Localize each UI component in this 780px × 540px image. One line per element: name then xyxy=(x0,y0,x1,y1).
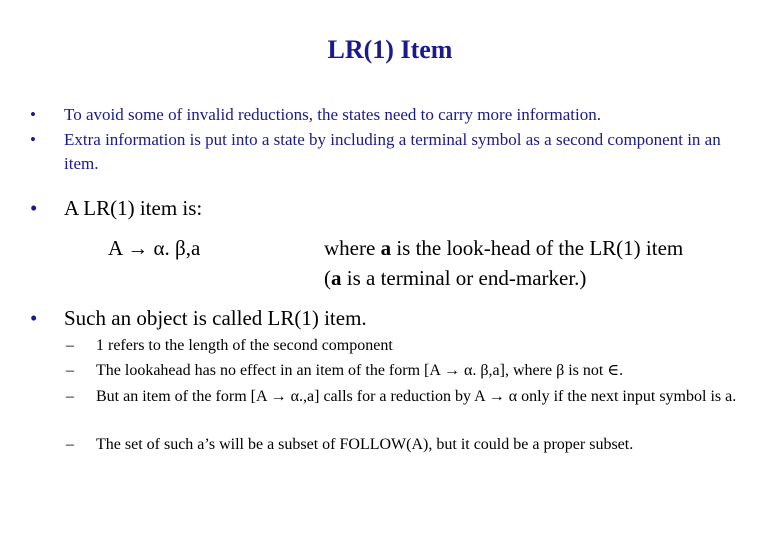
bullet-4-text: Such an object is called LR(1) item. xyxy=(64,306,367,330)
sub-bullet-2-text: The lookahead has no effect in an item of the form [A → α. β,a], where β is not ∈. xyxy=(96,362,624,379)
sub-bullet-1 xyxy=(66,335,756,356)
sub-bullet-3-text: But an item of the form [A → α.,a] calls for a reduction by A → α only if the next input symbol is a. xyxy=(96,388,737,405)
bullet-2 xyxy=(30,128,730,176)
bullet-1-text: To avoid some of invalid reductions, the states need to carry more information. xyxy=(64,105,601,124)
dash-mark: – xyxy=(66,337,74,354)
bullet-2-text: Extra information is put into a state by including a terminal symbol as a second component in an item. xyxy=(64,130,721,173)
bullet-mark: • xyxy=(30,196,38,220)
sub-bullet-3 xyxy=(66,386,756,407)
slide-title: LR(1) Item xyxy=(327,35,453,64)
explanation-line-1-symbol: a xyxy=(380,236,392,260)
explanation-line-2-symbol: a xyxy=(331,266,342,290)
bullet-3-text: A LR(1) item is: xyxy=(64,196,203,220)
lookahead-explanation xyxy=(324,233,683,293)
explanation-line-1-post: is the look-head of the LR(1) item xyxy=(391,236,684,260)
bullet-4 xyxy=(30,303,367,333)
explanation-line-1 xyxy=(324,233,683,263)
bullet-mark: • xyxy=(30,105,36,124)
bullet-mark: • xyxy=(30,130,36,149)
sub-bullet-4 xyxy=(66,434,756,455)
explanation-line-1-pre: where xyxy=(324,236,381,260)
explanation-line-2 xyxy=(324,263,683,293)
dash-mark: – xyxy=(66,388,74,405)
lr1-item-formula: A → α. β,a xyxy=(108,236,201,260)
sub-bullet-4-text: The set of such a’s will be a subset of FOLLOW(A), but it could be a proper subset. xyxy=(96,436,634,453)
dash-mark: – xyxy=(66,362,74,379)
bullet-mark: • xyxy=(30,306,38,330)
bullet-3 xyxy=(30,193,202,223)
sub-bullet-1-text: 1 refers to the length of the second component xyxy=(96,337,393,354)
bullet-1 xyxy=(30,103,730,127)
explanation-line-2-open: ( xyxy=(324,266,331,290)
dash-mark: – xyxy=(66,436,74,453)
explanation-line-2-post: is a terminal or end-marker.) xyxy=(341,266,587,290)
sub-bullet-2 xyxy=(66,360,756,381)
